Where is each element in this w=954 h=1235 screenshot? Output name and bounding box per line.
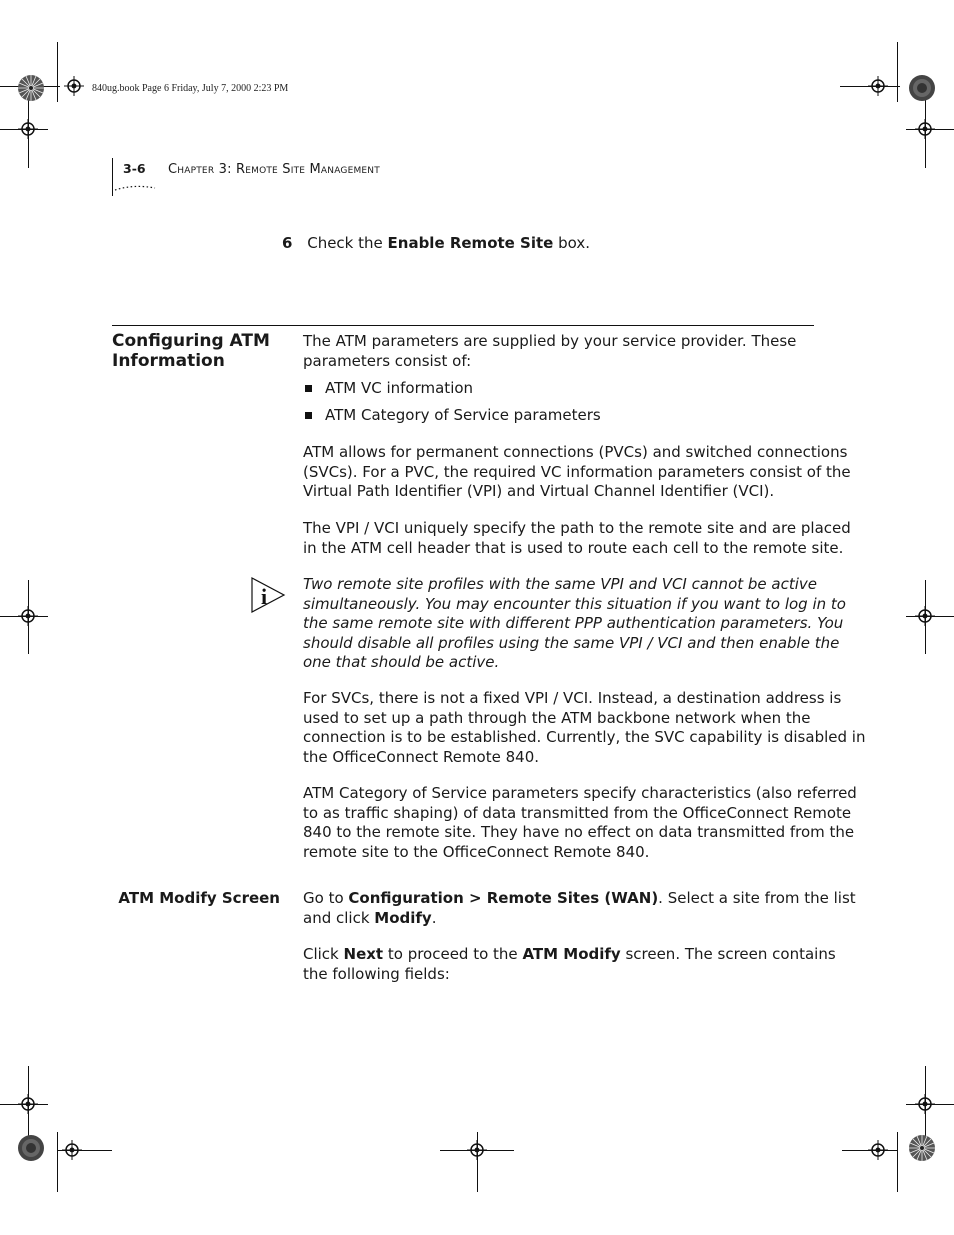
- note-line: should disable all profiles using the same VPI / VCI and then enable the: [303, 633, 840, 652]
- step-text-before: Check the: [307, 234, 388, 252]
- paragraph-line: [303, 889, 856, 909]
- section-heading-line2: Information: [112, 351, 225, 371]
- cos-paragraph: [303, 784, 857, 862]
- starburst-mark-icon: [908, 74, 936, 102]
- paragraph-line: to as traffic shaping) of data transmitted from the OfficeConnect Remote: [303, 803, 852, 822]
- paragraph-line: Virtual Path Identifier (VPI) and Virtual Channel Identifier (VCI).: [303, 482, 775, 501]
- section-heading: [112, 331, 270, 371]
- chapter-name: Remote Site Management: [235, 162, 380, 177]
- bullet-marker: [305, 412, 312, 419]
- dotted-underline-icon: [114, 182, 156, 192]
- paragraph-line: (SVCs). For a PVC, the required VC information parameters consist of the: [303, 462, 851, 481]
- paragraph-line: For SVCs, there is not a fixed VPI / VCI. Instead, a destination address is: [303, 689, 842, 707]
- starburst-mark-icon: [17, 1134, 45, 1162]
- registration-target-icon: [18, 1094, 38, 1114]
- pvc-paragraph: [303, 443, 851, 502]
- text-run: Click: [303, 945, 344, 963]
- subsection-paragraph-1: [303, 889, 856, 928]
- paragraph-line: the following fields:: [303, 964, 450, 983]
- svc-paragraph: [303, 689, 865, 767]
- text-run: and click: [303, 908, 375, 927]
- crop-mark: [57, 1132, 58, 1192]
- registration-target-icon: [64, 76, 84, 96]
- crop-mark: [897, 42, 898, 102]
- registration-target-icon: [868, 76, 888, 96]
- bullet-item: ATM VC information: [325, 379, 474, 397]
- starburst-mark-icon: [17, 74, 45, 102]
- next-label: Next: [343, 945, 384, 963]
- subsection-heading: ATM Modify Screen: [118, 889, 280, 907]
- paragraph-line: [303, 945, 836, 965]
- vpi-paragraph: [303, 519, 851, 558]
- paragraph-line: ATM Category of Service parameters specify characteristics (also referred: [303, 784, 857, 802]
- note-line: one that should be active.: [303, 653, 500, 672]
- paragraph-line: 840 to the remote site. They have no effect on data transmitted from the: [303, 823, 855, 842]
- registration-target-icon: [915, 119, 935, 139]
- note-line: the same remote site with different PPP authentication parameters. You: [303, 614, 844, 633]
- header-bracket-line: [112, 158, 113, 196]
- note-line: Two remote site profiles with the same VPI and VCI cannot be active: [303, 575, 818, 593]
- crop-mark: [897, 1132, 898, 1192]
- paragraph-line: the OfficeConnect Remote 840.: [303, 747, 540, 766]
- paragraph-line: remote site to the OfficeConnect Remote 840.: [303, 842, 650, 861]
- paragraph-line: used to set up a path through the ATM backbone network when the: [303, 708, 811, 727]
- registration-target-icon: [467, 1140, 487, 1160]
- paragraph-line: in the ATM cell header that is used to route each cell to the remote site.: [303, 538, 844, 557]
- intro-line: parameters consist of:: [303, 351, 472, 370]
- info-note-icon-label: i: [261, 584, 268, 609]
- registration-target-icon: [18, 606, 38, 626]
- paragraph-line: The VPI / VCI uniquely specify the path to the remote site and are placed: [303, 519, 851, 537]
- registration-target-icon: [868, 1140, 888, 1160]
- bullet-item: ATM Category of Service parameters: [325, 406, 601, 424]
- text-run: screen. The screen contains: [620, 945, 836, 963]
- paragraph-line: ATM allows for permanent connections (PVCs) and switched connections: [303, 443, 848, 461]
- info-note-icon: [250, 576, 286, 614]
- registration-target-icon: [915, 606, 935, 626]
- text-run: to proceed to the: [383, 945, 523, 963]
- page-number: 3-6: [123, 161, 146, 176]
- intro-paragraph: [303, 332, 796, 371]
- starburst-mark-icon: [908, 1134, 936, 1162]
- registration-target-icon: [915, 1094, 935, 1114]
- text-run: .: [431, 908, 437, 927]
- modify-label: Modify: [374, 908, 432, 927]
- text-run: . Select a site from the list: [658, 889, 856, 907]
- subsection-paragraph-2: [303, 945, 836, 984]
- registration-target-icon: [18, 119, 38, 139]
- text-run: Go to: [303, 889, 349, 907]
- step-item: [282, 234, 590, 254]
- registration-target-icon: [62, 1140, 82, 1160]
- note-line: simultaneously. You may encounter this situation if you want to log in to: [303, 594, 846, 613]
- menu-path: Configuration > Remote Sites (WAN): [348, 889, 659, 907]
- step-bold-label: Enable Remote Site: [387, 234, 554, 252]
- note-paragraph: [303, 575, 846, 673]
- section-divider: [112, 325, 814, 326]
- page-header: [112, 158, 432, 200]
- chapter-title: [168, 162, 380, 177]
- step-number: 6: [282, 234, 293, 252]
- book-info: 840ug.book Page 6 Friday, July 7, 2000 2:23 PM: [92, 83, 289, 94]
- intro-line: The ATM parameters are supplied by your service provider. These: [303, 332, 797, 350]
- chapter-prefix: Chapter 3:: [168, 162, 236, 177]
- step-text-after: box.: [553, 234, 591, 252]
- atm-modify-label: ATM Modify: [522, 945, 621, 963]
- paragraph-line: [303, 909, 856, 929]
- bullet-marker: [305, 385, 312, 392]
- paragraph-line: connection is to be established. Currently, the SVC capability is disabled in: [303, 728, 866, 747]
- crop-mark: [57, 42, 58, 102]
- section-heading-line1: Configuring ATM: [112, 331, 270, 351]
